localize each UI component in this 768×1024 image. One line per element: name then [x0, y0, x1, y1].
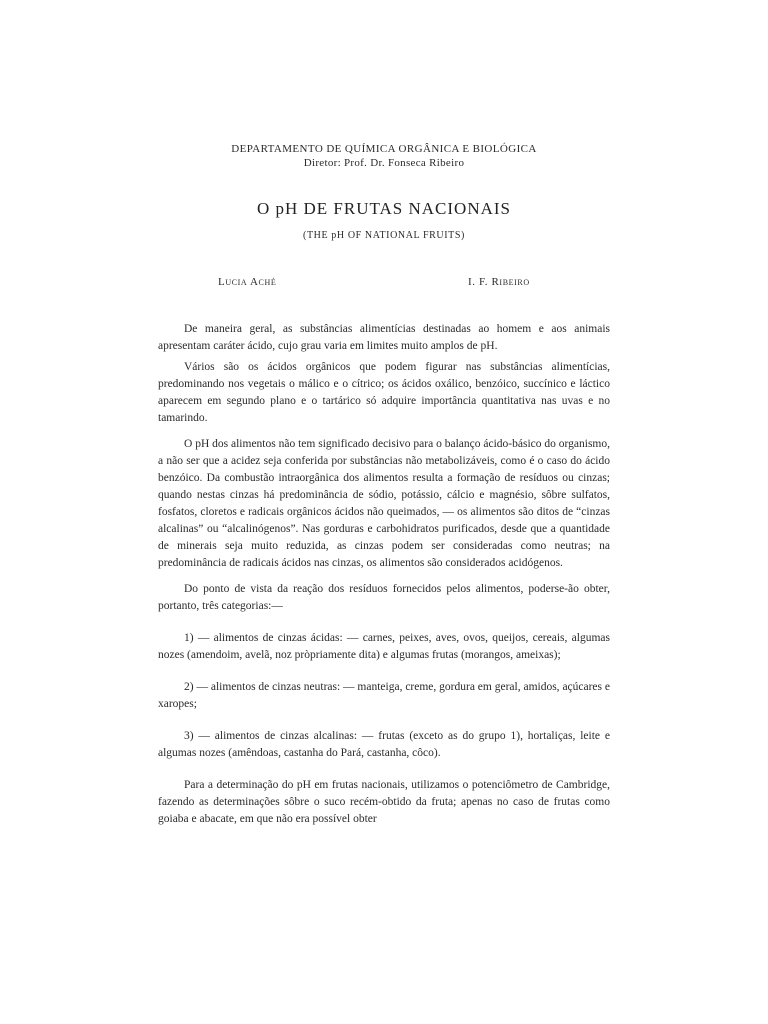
paragraph: Do ponto de vista da reação dos resíduos fornecidos pelos alimentos, poderse-ão obter, portanto, três categorias:—: [158, 583, 610, 612]
article-subtitle: (THE pH OF NATIONAL FRUITS): [303, 230, 465, 241]
author-name: I. F. Ribeiro: [468, 276, 530, 288]
article-title: O pH DE FRUTAS NACIONAIS: [256, 199, 512, 218]
category-item: 1) — alimentos de cinzas ácidas: — carnes, peixes, aves, ovos, queijos, cereais, algumas nozes (amendoim, avelã, noz pròpriamente dita) e algumas frutas (morangos, ameixas);: [158, 632, 610, 661]
paragraph: O pH dos alimentos não tem significado decisivo para o balanço ácido-básico do organismo, a não ser que a acidez seja conferida por substâncias não metabolizáveis, como é o caso do ácido benzóico. Da combustão intraorgânica dos alimentos resulta a formação de resíduos ou cinzas; quando nestas cinzas há predominância de sódio, potássio, cálcio e magnésio, sôbre sulfatos, fosfatos, cloretos e radicais orgânicos ácidos não queimados, — os alimentos são ditos de “cinzas alcalinas” ou “alcalinógenos”. Nas gorduras e carbohidratos purificados, desde que a quantidade de minerais seja muito reduzida, as cinzas podem ser consideradas como neutras; na predominância de radicais ácidos nas cinzas, os alimentos são considerados acidógenos.: [158, 438, 610, 569]
paragraph: Para a determinação do pH em frutas nacionais, utilizamos o potenciômetro de Cambridge, fazendo as determinações sôbre o suco recém-obtido da fruta; apenas no caso de frutas como goiaba e abacate, em que não era possível obter: [158, 779, 610, 825]
article-body: [158, 321, 610, 828]
director-line: Diretor: Prof. Dr. Fonseca Ribeiro: [303, 157, 465, 169]
paragraph: De maneira geral, as substâncias alimentícias destinadas ao homem e aos animais apresentam caráter ácido, cujo grau varia em limites muito amplos de pH.: [158, 323, 610, 352]
category-item: 3) — alimentos de cinzas alcalinas: — frutas (exceto as do grupo 1), hortaliças, leite e algumas nozes (amêndoas, castanha do Pará, castanha, côco).: [158, 730, 610, 759]
author-name: Lucia Aché: [218, 276, 277, 288]
category-item: 2) — alimentos de cinzas neutras: — manteiga, creme, gordura em geral, amidos, açúcares e xaropes;: [158, 681, 610, 710]
paragraph: Vários são os ácidos orgânicos que podem figurar nas substâncias alimentícias, predominando nos vegetais o málico e o cítrico; os ácidos oxálico, benzóico, succínico e láctico aparecem em segundo plano e o tartárico só adquire importância quantitativa nas uvas e no tamarindo.: [158, 361, 610, 424]
department-heading: DEPARTAMENTO DE QUÍMICA ORGÂNICA E BIOLÓGICA: [231, 143, 537, 155]
